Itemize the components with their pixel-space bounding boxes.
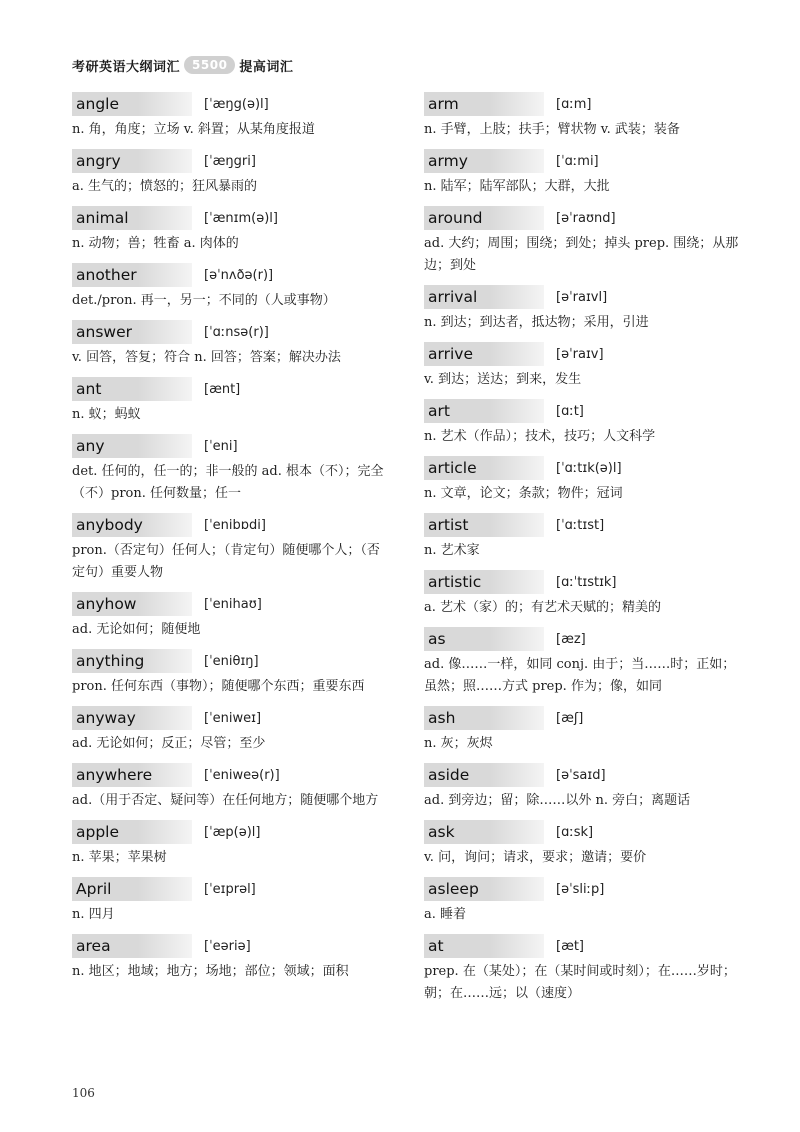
dictionary-entry: [424, 456, 744, 505]
entry-phonetic: [æz]: [556, 631, 586, 647]
entry-head: [424, 206, 744, 230]
entry-word: animal: [72, 206, 192, 230]
dictionary-entry: [424, 206, 744, 277]
entry-word: art: [424, 399, 544, 423]
entry-phonetic: [ˈænɪm(ə)l]: [204, 210, 278, 226]
dictionary-entry: [424, 285, 744, 334]
entry-phonetic: [ˈæp(ə)l]: [204, 824, 261, 840]
entry-head: [424, 877, 744, 901]
dictionary-entry: [424, 877, 744, 926]
entry-head: [424, 934, 744, 958]
dictionary-entry: [72, 92, 392, 141]
entry-definition: ad. 像……一样，如同 conj. 由于；当……时；正如；虽然；照……方式 prep. 作为；像，如同: [424, 657, 736, 694]
entry-head: [72, 263, 392, 287]
entry-word: any: [72, 434, 192, 458]
dictionary-entry: [72, 206, 392, 255]
entry-phonetic: [ˈɑːtɪst]: [556, 517, 605, 533]
entry-definition: n. 灰；灰烬: [424, 736, 493, 751]
entry-head: [424, 149, 744, 173]
entry-phonetic: [ˈɑːmi]: [556, 153, 599, 169]
entry-phonetic: [ˈeɪprəl]: [204, 881, 256, 897]
dictionary-entry: [424, 570, 744, 619]
entry-word: answer: [72, 320, 192, 344]
entry-word: artistic: [424, 570, 544, 594]
entry-word: ant: [72, 377, 192, 401]
entry-phonetic: [ɑːt]: [556, 403, 584, 419]
entry-word: April: [72, 877, 192, 901]
entry-definition: v. 回答，答复；符合 n. 回答；答案；解决办法: [72, 350, 341, 365]
entry-phonetic: [ˈenihaʊ]: [204, 596, 262, 612]
entry-definition: n. 苹果；苹果树: [72, 850, 167, 865]
entry-definition: ad. 无论如何；反正；尽管；至少: [72, 736, 266, 751]
entry-phonetic: [ˈɑːtɪk(ə)l]: [556, 460, 622, 476]
entry-phonetic: [ˈæŋg(ə)l]: [204, 96, 269, 112]
entry-definition: prep. 在（某处）；在（某时间或时刻）；在……岁时；朝；在……远；以（速度）: [424, 964, 736, 1001]
entry-word: army: [424, 149, 544, 173]
entry-definition: n. 地区；地域；地方；场地；部位；领域；面积: [72, 964, 349, 979]
dictionary-entry: [72, 877, 392, 926]
entry-definition: ad. 无论如何；随便地: [72, 622, 201, 637]
dictionary-entry: [72, 820, 392, 869]
entry-phonetic: [æʃ]: [556, 710, 584, 726]
entry-phonetic: [ˈenibɒdi]: [204, 517, 266, 533]
entry-word: as: [424, 627, 544, 651]
entry-word: arrival: [424, 285, 544, 309]
entry-phonetic: [ɑːˈtɪstɪk]: [556, 574, 617, 590]
entry-phonetic: [ænt]: [204, 381, 241, 397]
entry-phonetic: [əˈsaɪd]: [556, 767, 606, 783]
entry-word: ash: [424, 706, 544, 730]
entry-word: arrive: [424, 342, 544, 366]
entry-head: [72, 706, 392, 730]
entry-definition: a. 艺术（家）的；有艺术天赋的；精美的: [424, 600, 662, 615]
entry-head: [72, 377, 392, 401]
entry-word: around: [424, 206, 544, 230]
dictionary-entry: [424, 399, 744, 448]
entry-definition: a. 睡着: [424, 907, 467, 922]
entry-head: [72, 820, 392, 844]
entry-definition: ad. 大约；周围；围绕；到处；掉头 prep. 围绕；从那边；到处: [424, 236, 739, 273]
entry-phonetic: [ˈæŋgri]: [204, 153, 256, 169]
dictionary-entry: [72, 320, 392, 369]
entry-head: [424, 513, 744, 537]
header-title-suffix: 提高词汇: [239, 59, 294, 75]
dictionary-entry: [72, 149, 392, 198]
entry-phonetic: [əˈraɪv]: [556, 346, 604, 362]
entry-word: anyhow: [72, 592, 192, 616]
dictionary-entry: [72, 763, 392, 812]
header-title-prefix: 考研英语大纲词汇: [72, 59, 181, 75]
entry-phonetic: [əˈnʌðə(r)]: [204, 267, 274, 283]
entry-head: [72, 434, 392, 458]
entry-word: apple: [72, 820, 192, 844]
dictionary-entry: [72, 934, 392, 983]
dictionary-entry: [424, 92, 744, 141]
entry-word: aside: [424, 763, 544, 787]
entry-phonetic: [ˈeniθɪŋ]: [204, 653, 259, 669]
entry-definition: n. 陆军；陆军部队；大群，大批: [424, 179, 610, 194]
entry-phonetic: [ˈɑːnsə(r)]: [204, 324, 269, 340]
entry-head: [424, 456, 744, 480]
entry-word: angry: [72, 149, 192, 173]
dictionary-entry: [72, 649, 392, 698]
entry-definition: n. 到达；到达者，抵达物；采用，引进: [424, 315, 649, 330]
entry-word: angle: [72, 92, 192, 116]
entry-phonetic: [ˈeniweə(r)]: [204, 767, 280, 783]
dictionary-entry: [424, 627, 744, 698]
entry-head: [424, 92, 744, 116]
entry-word: another: [72, 263, 192, 287]
entry-word: at: [424, 934, 544, 958]
entry-head: [72, 320, 392, 344]
dictionary-entry: [424, 342, 744, 391]
entry-word: arm: [424, 92, 544, 116]
entry-phonetic: [ˈeəriə]: [204, 938, 251, 954]
entry-phonetic: [ɑːm]: [556, 96, 592, 112]
entry-definition: pron. 任何东西（事物）；随便哪个东西；重要东西: [72, 679, 365, 694]
page-header: [72, 54, 293, 76]
entry-head: [72, 206, 392, 230]
entry-definition: n. 手臂，上肢；扶手；臂状物 v. 武装；装备: [424, 122, 680, 137]
entry-head: [72, 592, 392, 616]
entry-definition: det./pron. 再一，另一；不同的（人或事物）: [72, 293, 336, 308]
entry-word: article: [424, 456, 544, 480]
entry-head: [72, 763, 392, 787]
entry-definition: n. 动物；兽；牲畜 a. 肉体的: [72, 236, 239, 251]
dictionary-entry: [424, 934, 744, 1005]
dictionary-entry: [424, 763, 744, 812]
entry-head: [424, 627, 744, 651]
entry-word: artist: [424, 513, 544, 537]
entry-head: [72, 934, 392, 958]
entry-word: anywhere: [72, 763, 192, 787]
entry-phonetic: [əˈraʊnd]: [556, 210, 616, 226]
dictionary-entry: [72, 592, 392, 641]
entry-word: ask: [424, 820, 544, 844]
entry-head: [424, 285, 744, 309]
entry-head: [72, 877, 392, 901]
entry-phonetic: [əˈraɪvl]: [556, 289, 608, 305]
entry-definition: ad. 到旁边；留；除……以外 n. 旁白；离题话: [424, 793, 691, 808]
entry-definition: n. 艺术（作品）；技术，技巧；人文科学: [424, 429, 656, 444]
entry-head: [424, 706, 744, 730]
entry-word: anybody: [72, 513, 192, 537]
entry-definition: det. 任何的，任一的；非一般的 ad. 根本（不）；完全（不）pron. 任何数量；任一: [72, 464, 384, 501]
entry-word: area: [72, 934, 192, 958]
dictionary-entry: [72, 706, 392, 755]
entry-definition: n. 蚁；蚂蚁: [72, 407, 141, 422]
entry-head: [424, 399, 744, 423]
entry-phonetic: [ɑːsk]: [556, 824, 594, 840]
dictionary-entry: [424, 706, 744, 755]
entry-head: [424, 763, 744, 787]
entry-word: anyway: [72, 706, 192, 730]
entry-definition: n. 四月: [72, 907, 115, 922]
dictionary-entry: [424, 513, 744, 562]
right-column: [424, 92, 744, 1013]
entry-head: [424, 342, 744, 366]
entry-word: asleep: [424, 877, 544, 901]
entry-definition: n. 艺术家: [424, 543, 480, 558]
entry-head: [72, 513, 392, 537]
entry-phonetic: [æt]: [556, 938, 585, 954]
entry-definition: v. 到达；送达；到来，发生: [424, 372, 582, 387]
entry-head: [424, 820, 744, 844]
entry-phonetic: [ˈeni]: [204, 438, 238, 454]
entry-head: [72, 649, 392, 673]
entry-definition: n. 文章，论文；条款；物件；冠词: [424, 486, 623, 501]
dictionary-entry: [72, 513, 392, 584]
page-number: 106: [72, 1086, 95, 1100]
entry-definition: ad.（用于否定、疑问等）在任何地方；随便哪个地方: [72, 793, 379, 808]
entry-definition: a. 生气的；愤怒的；狂风暴雨的: [72, 179, 258, 194]
dictionary-entry: [424, 149, 744, 198]
entry-head: [72, 149, 392, 173]
dictionary-entry: [72, 263, 392, 312]
dictionary-entry: [72, 434, 392, 505]
left-column: [72, 92, 392, 991]
entry-word: anything: [72, 649, 192, 673]
dictionary-entry: [72, 377, 392, 426]
entry-head: [72, 92, 392, 116]
dictionary-entry: [424, 820, 744, 869]
entry-head: [424, 570, 744, 594]
header-badge: 5500: [184, 56, 235, 74]
entry-definition: n. 角，角度；立场 v. 斜置；从某角度报道: [72, 122, 315, 137]
entry-phonetic: [ˈeniweɪ]: [204, 710, 262, 726]
entry-definition: v. 问，询问；请求，要求；邀请；要价: [424, 850, 647, 865]
entry-definition: pron.（否定句）任何人；（肯定句）随便哪个人；（否定句）重要人物: [72, 543, 380, 580]
entry-phonetic: [əˈsliːp]: [556, 881, 605, 897]
